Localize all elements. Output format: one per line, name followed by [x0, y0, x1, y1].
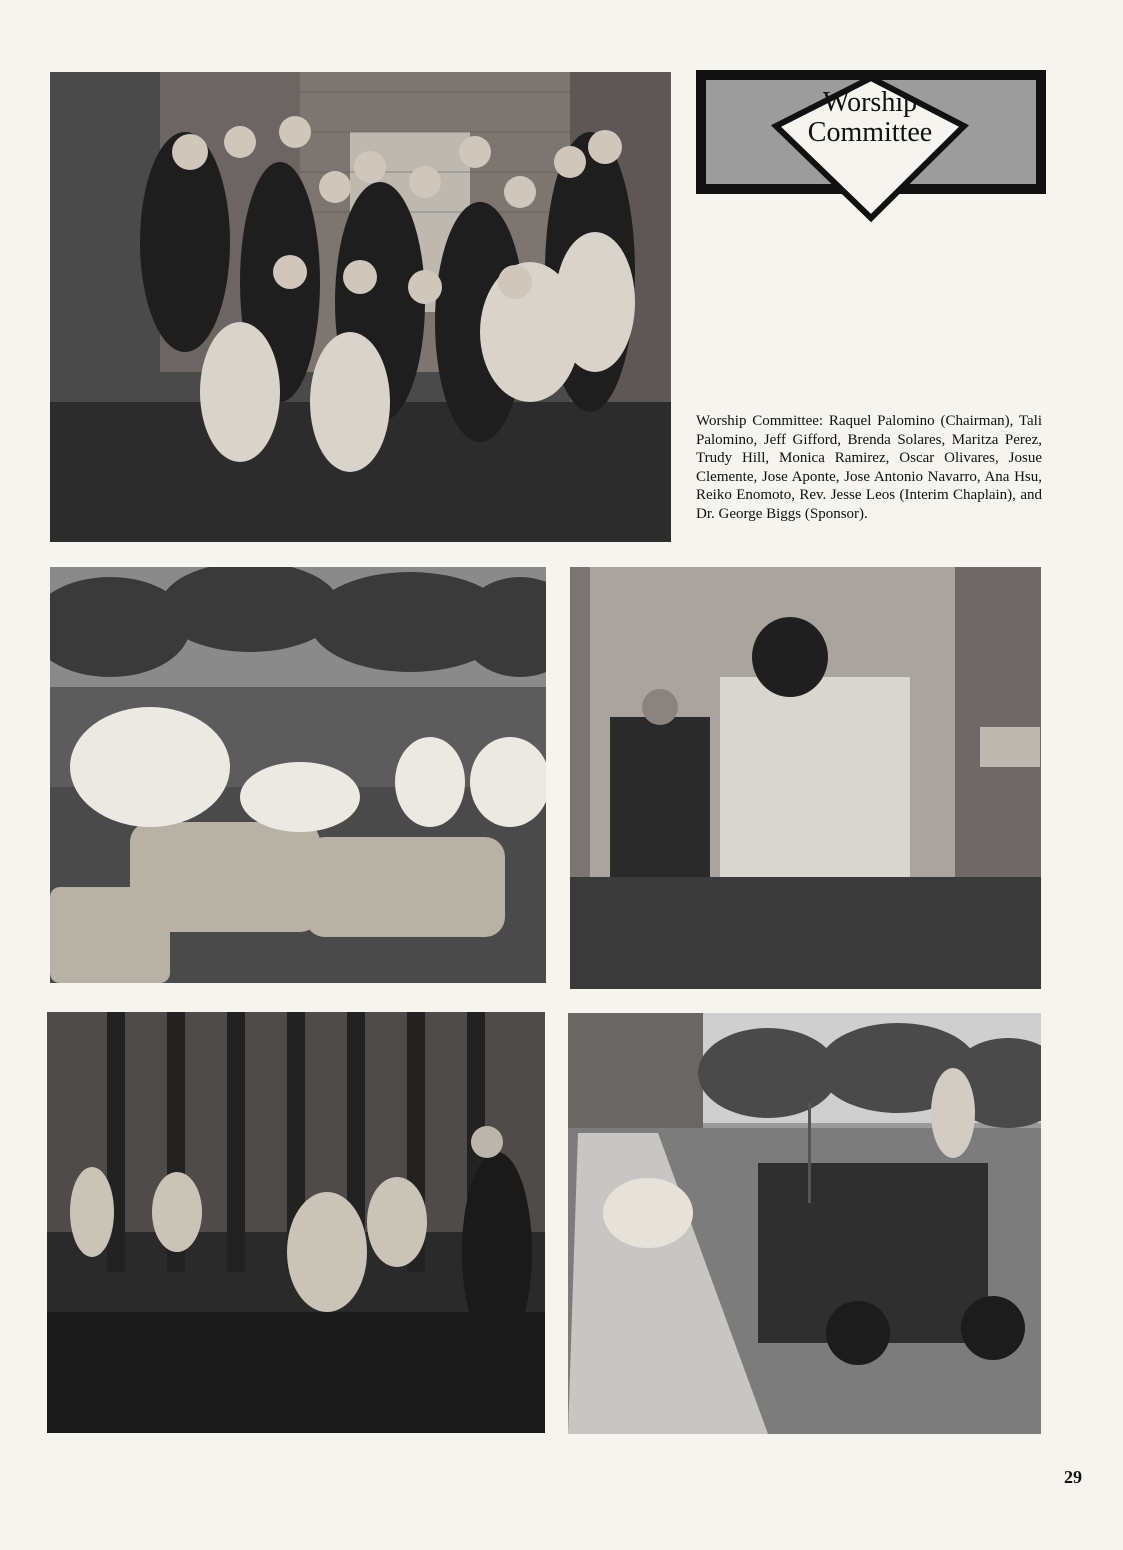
hay-bale-photo	[50, 567, 546, 983]
hall-photo	[47, 1012, 545, 1433]
section-title	[760, 88, 980, 148]
section-title-line-2: Committee	[807, 117, 933, 148]
page-number: 29	[1064, 1467, 1082, 1487]
group-photo	[50, 72, 671, 542]
tractor-photo	[568, 1013, 1041, 1434]
podium-photo	[570, 567, 1041, 989]
section-title-line-1: Worship	[822, 87, 918, 118]
photo-caption: Worship Committee: Raquel Palomino (Chairman), Tali Palomino, Jeff Gifford, Brenda Solares, Maritza Perez, Trudy Hill, Monica Ramirez, Oscar Olivares, Josue Clemente, Jose Aponte, Jose Antonio Navarro, Ana Hsu, Reiko Enomoto, Rev. Jesse Leos (Interim Chaplain), and Dr. George Biggs (Sponsor).	[696, 413, 1042, 522]
